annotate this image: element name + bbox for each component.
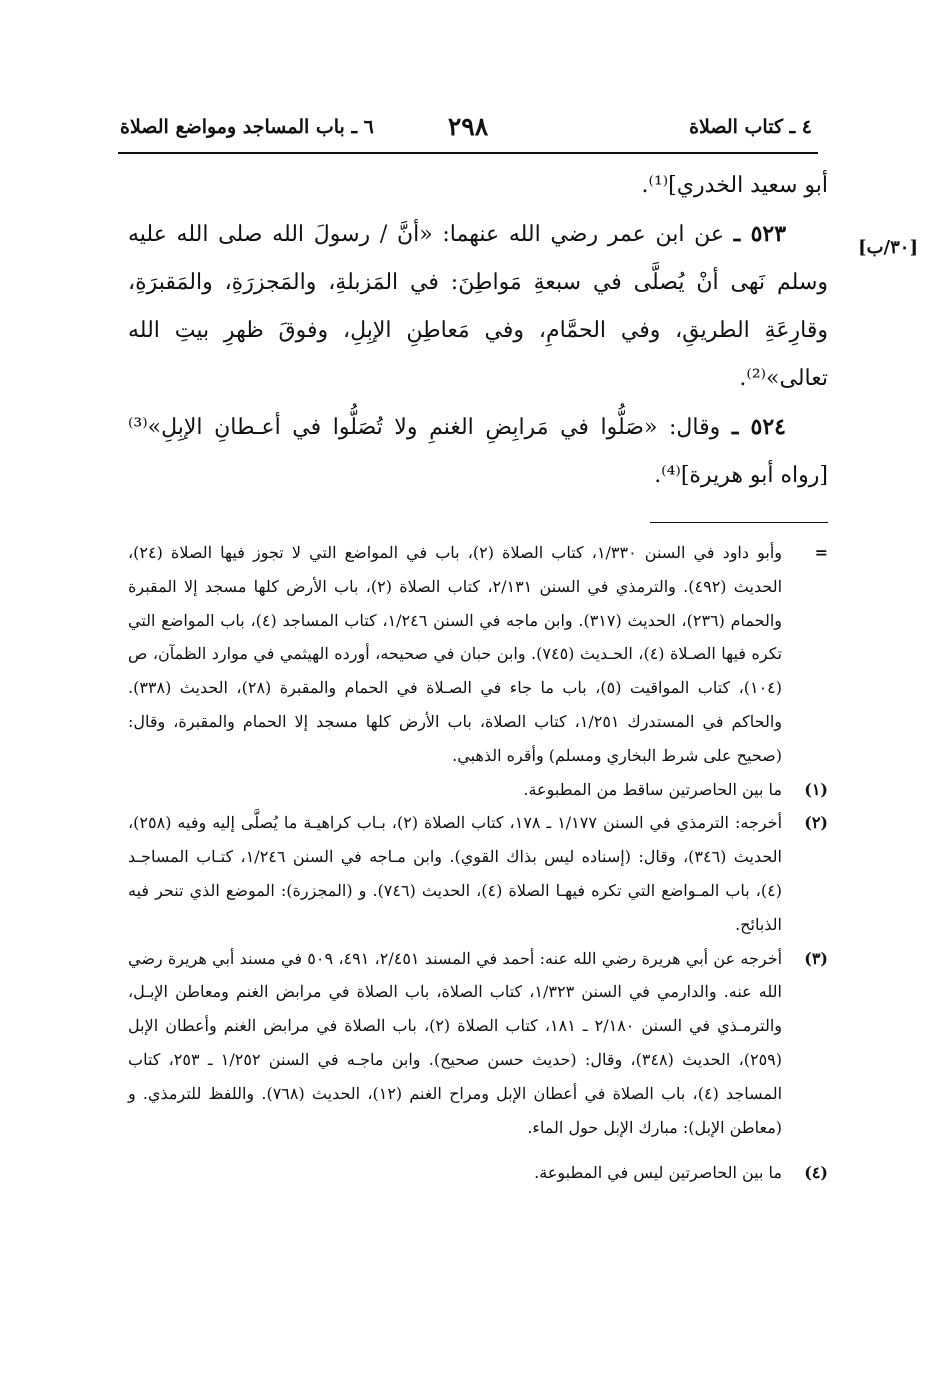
footnotes <box>128 536 828 1190</box>
footnote-separator <box>650 522 828 523</box>
hadith-number: ٥٢٤ ـ <box>731 414 786 440</box>
footnote-mark: (٣) <box>804 948 828 968</box>
footnote-3 <box>128 942 828 1145</box>
footnote-continuation <box>128 536 828 773</box>
footnote-text: وأبو داود في السنن ١/٣٣٠، كتاب الصلاة (٢)، باب في المواضع التي لا تجوز فيها الصلاة (٢٤)، الحديث (٤٩٢). والترمذي في السنن ٢/١٣١، كتاب الصلاة (٢)، باب الأرض كلها مسجد إلا المقبرة والحمام (٢٣٦)، الحديث (٣١٧). وابن ماجه في السنن ١/٢٤٦، كتاب المساجد (٤)، باب المواضع التي تكره فيها الصـلاة (٤)، الحـديث (٧٤٥). وابن حبان في صحيحه، أورده الهيثمي في موارد الظمآن، ص (١٠٤)، كتاب المواقيت (٥)، باب ما جاء في الصـلاة في الحمام والمقبرة (٢٨)، الحديث (٣٣٨). والحاكم في المستدرك ١/٢٥١، كتاب الصلاة، باب الأرض كلها مسجد إلا الحمام والمقبرة، وقال: (صحيح على شرط البخاري ومسلم) وأقره الذهبي. <box>128 543 783 765</box>
hadith-number: ٥٢٣ ـ <box>733 221 787 247</box>
hadith-text: عن ابن عمر رضي الله عنهما: «أنَّ / رسولَ الله صلى الله عليه وسلم نَهى أنْ يُصلَّى في سبعةِ مَواطِنَ: في المَزبلةِ، والمَجزرَةِ، والمَقبرَةِ، وقارِعَةِ الطريقِ، وفي الحمَّامِ، وفي مَعاطِنِ الإبِلِ، وفوقَ ظهرِ بيتِ الله تعالى»⁽²⁾. <box>128 222 828 391</box>
footnote-mark: (٢) <box>804 813 828 833</box>
footnote-4 <box>128 1156 828 1190</box>
footnote-2 <box>128 806 828 941</box>
header-book-title: ٤ ـ كتاب الصلاة <box>689 116 812 138</box>
page-number: ٢٩٨ <box>447 112 489 141</box>
footnote-text: ما بين الحاصرتين ساقط من المطبوعة. <box>523 779 782 799</box>
hadith-524 <box>128 403 828 500</box>
footnote-mark: (١) <box>804 779 828 799</box>
header-chapter-title: ٦ ـ باب المساجد ومواضع الصلاة <box>120 116 374 138</box>
manuscript-folio-reference: [٣٠/ب] <box>858 237 918 258</box>
hadith-text: وقال: «صَلُّوا في مَرابِضِ الغنمِ ولا تُصَلُّوا في أعـطانِ الإبِلِ»⁽³⁾ [رواه أبو هريرة]⁽⁴⁾. <box>128 415 828 488</box>
carryover-line: أبو سعيد الخدري]⁽¹⁾. <box>641 173 828 198</box>
running-header <box>118 112 818 154</box>
footnote-mark: = <box>814 543 828 562</box>
footnote-text: أخرجه: الترمذي في السنن ١/١٧٧ ـ ١٧٨، كتاب الصلاة (٢)، بـاب كراهيـة ما يُصلَّى إليه وفيه (٢٥٨)، الحديث (٣٤٦)، وقال: (إسناده ليس بذاك القوي). وابن مـاجه في السنن ١/٢٤٦، كتـاب المساجـد (٤)، باب المـواضع التي تكره فيهـا الصلاة (٤)، الحديث (٧٤٦). و (المجزرة): الموضع الذي تنحر فيه الذبائح. <box>128 813 783 934</box>
hadith-523 <box>128 210 828 403</box>
footnote-mark: (٤) <box>804 1163 828 1183</box>
main-text <box>128 162 828 500</box>
footnote-text: أخرجه عن أبي هريرة رضي الله عنه: أحمد في المسند ٢/٤٥١، ٤٩١، ٥٠٩ في مسند أبي هريرة رضي الله عنه. والدارمي في السنن ١/٣٢٣، كتاب الصلاة، باب الصلاة في مرابض الغنم ومعاطن الإبـل، والترمـذي في السنن ٢/١٨٠ ـ ١٨١، كتاب الصلاة (٢)، باب الصلاة في مرابض الغنم وأعطان الإبل (٢٥٩)، الحديث (٣٤٨)، وقال: (حديث حسن صحيح). وابن ماجـه في السنن ١/٢٥٢ ـ ٢٥٣، كتاب المساجد (٤)، باب الصلاة في أعطان الإبل ومراح الغنم (١٢)، الحديث (٧٦٨). واللفظ للترمذي. و (معاطن الإبل): مبارك الإبل حول الماء. <box>128 948 783 1137</box>
footnote-text: ما بين الحاصرتين ليس في المطبوعة. <box>534 1163 782 1183</box>
footnote-1 <box>128 773 828 807</box>
